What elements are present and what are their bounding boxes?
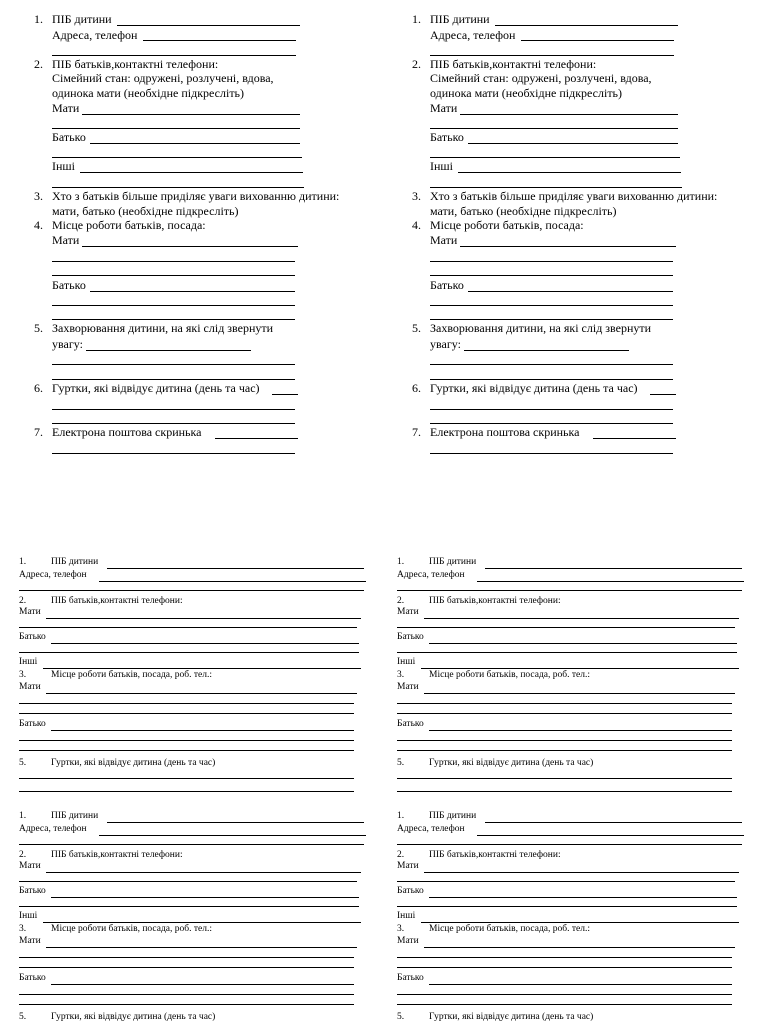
fill-in-line[interactable]	[82, 114, 300, 115]
fill-in-line[interactable]	[52, 157, 302, 158]
fill-in-line[interactable]	[429, 897, 737, 898]
fill-in-line[interactable]	[51, 730, 354, 731]
fill-in-line[interactable]	[397, 906, 737, 907]
fill-in-line[interactable]	[593, 438, 676, 439]
clubs-label: Гуртки, які відвідує дитина (день та час)	[52, 381, 260, 395]
question-number: 1.	[397, 557, 405, 567]
father-label: Батько	[397, 886, 424, 896]
fill-in-line[interactable]	[397, 652, 737, 653]
address-phone-label: Адреса, телефон	[397, 824, 465, 834]
fill-in-line[interactable]	[46, 618, 361, 619]
father-label: Батько	[52, 130, 86, 144]
question-number: 3.	[19, 670, 27, 680]
mother-label: Мати	[52, 101, 80, 115]
fill-in-line[interactable]	[429, 984, 732, 985]
fill-in-line[interactable]	[458, 172, 681, 173]
parents-contacts-label: ПІБ батьків,контактні телефони:	[52, 57, 219, 71]
fill-in-line[interactable]	[430, 55, 674, 56]
mother-label: Мати	[19, 861, 41, 871]
others-label: Інші	[52, 159, 75, 173]
fill-in-line[interactable]	[43, 668, 361, 669]
fill-in-line[interactable]	[424, 872, 739, 873]
mother-label: Мати	[397, 682, 419, 692]
fill-in-line[interactable]	[468, 143, 678, 144]
marital-status-label: Сімейний стан: одружені, розлучені, вдова,	[430, 71, 652, 85]
question-number: 1.	[412, 12, 421, 26]
child-illness-label: Захворювання дитини, на які слід звернути	[430, 321, 652, 335]
father-label: Батько	[397, 973, 424, 983]
fill-in-line[interactable]	[430, 409, 673, 410]
marital-status-label: одинока мати (необхідне підкресліть)	[52, 86, 245, 100]
parents-workplace-label: Місце роботи батьків, посада:	[430, 218, 584, 232]
fill-in-line[interactable]	[397, 957, 732, 958]
child-name-label: ПІБ дитини	[51, 811, 99, 821]
fill-in-line[interactable]	[424, 693, 735, 694]
others-label: Інші	[19, 657, 38, 667]
fill-in-line[interactable]	[397, 1004, 732, 1005]
question-number: 1.	[19, 811, 27, 821]
child-illness-label: увагу:	[430, 337, 461, 351]
fill-in-line[interactable]	[52, 187, 304, 188]
fill-in-line[interactable]	[107, 568, 364, 569]
parents-contacts-label: ПІБ батьків,контактні телефони:	[429, 850, 561, 860]
fill-in-line[interactable]	[80, 172, 303, 173]
fill-in-line[interactable]	[397, 740, 732, 741]
fill-in-line[interactable]	[82, 246, 298, 247]
fill-in-line[interactable]	[52, 128, 300, 129]
fill-in-line[interactable]	[397, 750, 732, 751]
question-number: 2.	[412, 57, 421, 71]
fill-in-line[interactable]	[46, 947, 357, 948]
clubs-label: Гуртки, які відвідує дитина (день та час)	[430, 381, 638, 395]
clubs-label: Гуртки, які відвідує дитина (день та час)	[51, 758, 216, 768]
fill-in-line[interactable]	[397, 881, 735, 882]
parents-contacts-label: ПІБ батьків,контактні телефони:	[51, 850, 183, 860]
fill-in-line[interactable]	[51, 984, 354, 985]
clubs-label: Гуртки, які відвідує дитина (день та час)	[51, 1012, 216, 1022]
parents-workplace-label: Місце роботи батьків, посада, роб. тел.:	[51, 924, 212, 934]
fill-in-line[interactable]	[429, 730, 732, 731]
fill-in-line[interactable]	[430, 319, 673, 320]
parents-workplace-label: Місце роботи батьків, посада, роб. тел.:	[51, 670, 212, 680]
question-number: 2.	[19, 596, 27, 606]
fill-in-line[interactable]	[429, 643, 737, 644]
fill-in-line[interactable]	[477, 835, 744, 836]
fill-in-line[interactable]	[397, 713, 732, 714]
fill-in-line[interactable]	[19, 703, 354, 704]
fill-in-line[interactable]	[430, 423, 673, 424]
fill-in-line[interactable]	[421, 922, 739, 923]
question-number: 6.	[34, 381, 43, 395]
question-number: 5.	[397, 1012, 405, 1022]
others-label: Інші	[430, 159, 453, 173]
father-label: Батько	[397, 719, 424, 729]
fill-in-line[interactable]	[86, 350, 251, 351]
parents-contacts-label: ПІБ батьків,контактні телефони:	[51, 596, 183, 606]
parents-workplace-label: Місце роботи батьків, посада:	[52, 218, 206, 232]
question-number: 3.	[397, 924, 405, 934]
address-phone-label: Адреса, телефон	[397, 570, 465, 580]
question-number: 5.	[19, 758, 27, 768]
parent-attention-options: мати, батько (необхідне підкресліть)	[430, 204, 617, 218]
fill-in-line[interactable]	[272, 394, 298, 395]
fill-in-line[interactable]	[143, 40, 296, 41]
father-label: Батько	[430, 130, 464, 144]
fill-in-line[interactable]	[52, 319, 295, 320]
question-number: 1.	[19, 557, 27, 567]
fill-in-line[interactable]	[19, 881, 357, 882]
others-label: Інші	[397, 911, 416, 921]
parent-attention-label: Хто з батьків більше приділяє уваги вихованню дитини:	[430, 189, 718, 203]
fill-in-line[interactable]	[52, 379, 295, 380]
question-number: 2.	[19, 850, 27, 860]
fill-in-line[interactable]	[19, 994, 354, 995]
fill-in-line[interactable]	[107, 822, 364, 823]
fill-in-line[interactable]	[19, 713, 354, 714]
child-illness-label: увагу:	[52, 337, 83, 351]
marital-status-label: Сімейний стан: одружені, розлучені, вдова,	[52, 71, 274, 85]
fill-in-line[interactable]	[430, 187, 682, 188]
question-number: 5.	[34, 321, 43, 335]
fill-in-line[interactable]	[52, 409, 295, 410]
question-number: 5.	[19, 1012, 27, 1022]
fill-in-line[interactable]	[51, 897, 359, 898]
question-number: 5.	[397, 758, 405, 768]
fill-in-line[interactable]	[46, 693, 357, 694]
fill-in-line[interactable]	[52, 261, 295, 262]
fill-in-line[interactable]	[495, 25, 678, 26]
fill-in-line[interactable]	[464, 350, 629, 351]
email-label: Електрона поштова скринька	[430, 425, 580, 439]
child-name-label: ПІБ дитини	[51, 557, 99, 567]
fill-in-line[interactable]	[215, 438, 298, 439]
father-label: Батько	[397, 632, 424, 642]
fill-in-line[interactable]	[397, 967, 732, 968]
fill-in-line[interactable]	[52, 275, 295, 276]
question-number: 2.	[397, 596, 405, 606]
parents-contacts-label: ПІБ батьків,контактні телефони:	[429, 596, 561, 606]
others-label: Інші	[19, 911, 38, 921]
marital-status-label: одинока мати (необхідне підкресліть)	[430, 86, 623, 100]
parents-contacts-label: ПІБ батьків,контактні телефони:	[430, 57, 597, 71]
fill-in-line[interactable]	[52, 305, 295, 306]
fill-in-line[interactable]	[430, 453, 673, 454]
mother-label: Мати	[19, 682, 41, 692]
fill-in-line[interactable]	[485, 822, 742, 823]
fill-in-line[interactable]	[397, 994, 732, 995]
fill-in-line[interactable]	[430, 364, 673, 365]
question-number: 1.	[397, 811, 405, 821]
parent-attention-options: мати, батько (необхідне підкресліть)	[52, 204, 239, 218]
mother-label: Мати	[397, 936, 419, 946]
question-number: 3.	[34, 189, 43, 203]
question-number: 5.	[412, 321, 421, 335]
fill-in-line[interactable]	[421, 668, 739, 669]
question-number: 2.	[397, 850, 405, 860]
fill-in-line[interactable]	[397, 791, 732, 792]
fill-in-line[interactable]	[477, 581, 744, 582]
fill-in-line[interactable]	[430, 305, 673, 306]
parent-attention-label: Хто з батьків більше приділяє уваги вихованню дитини:	[52, 189, 340, 203]
question-number: 1.	[34, 12, 43, 26]
fill-in-line[interactable]	[52, 423, 295, 424]
fill-in-line[interactable]	[19, 844, 364, 845]
fill-in-line[interactable]	[430, 157, 680, 158]
address-phone-label: Адреса, телефон	[430, 28, 516, 42]
child-name-label: ПІБ дитини	[429, 811, 477, 821]
fill-in-line[interactable]	[99, 581, 366, 582]
parents-workplace-label: Місце роботи батьків, посада, роб. тел.:	[429, 924, 590, 934]
fill-in-line[interactable]	[99, 835, 366, 836]
child-illness-label: Захворювання дитини, на які слід звернути	[52, 321, 274, 335]
fill-in-line[interactable]	[424, 947, 735, 948]
fill-in-line[interactable]	[397, 844, 742, 845]
question-number: 6.	[412, 381, 421, 395]
fill-in-line[interactable]	[485, 568, 742, 569]
question-number: 4.	[34, 218, 43, 232]
mother-label: Мати	[430, 233, 458, 247]
address-phone-label: Адреса, телефон	[19, 824, 87, 834]
fill-in-line[interactable]	[43, 922, 361, 923]
fill-in-line[interactable]	[52, 453, 295, 454]
fill-in-line[interactable]	[397, 590, 742, 591]
clubs-label: Гуртки, які відвідує дитина (день та час)	[429, 1012, 594, 1022]
fill-in-line[interactable]	[52, 364, 295, 365]
fill-in-line[interactable]	[397, 703, 732, 704]
fill-in-line[interactable]	[19, 740, 354, 741]
child-name-label: ПІБ дитини	[430, 12, 490, 26]
question-number: 4.	[412, 218, 421, 232]
fill-in-line[interactable]	[430, 379, 673, 380]
question-number: 3.	[19, 924, 27, 934]
fill-in-line[interactable]	[430, 275, 673, 276]
address-phone-label: Адреса, телефон	[52, 28, 138, 42]
fill-in-line[interactable]	[468, 291, 673, 292]
fill-in-line[interactable]	[460, 114, 678, 115]
father-label: Батько	[19, 886, 46, 896]
fill-in-line[interactable]	[19, 627, 357, 628]
mother-label: Мати	[397, 607, 419, 617]
mother-label: Мати	[52, 233, 80, 247]
clubs-label: Гуртки, які відвідує дитина (день та час)	[429, 758, 594, 768]
father-label: Батько	[430, 278, 464, 292]
fill-in-line[interactable]	[90, 143, 300, 144]
fill-in-line[interactable]	[51, 643, 359, 644]
email-label: Електрона поштова скринька	[52, 425, 202, 439]
fill-in-line[interactable]	[19, 1004, 354, 1005]
address-phone-label: Адреса, телефон	[19, 570, 87, 580]
fill-in-line[interactable]	[19, 906, 359, 907]
others-label: Інші	[397, 657, 416, 667]
fill-in-line[interactable]	[430, 261, 673, 262]
father-label: Батько	[52, 278, 86, 292]
child-name-label: ПІБ дитини	[429, 557, 477, 567]
fill-in-line[interactable]	[117, 25, 300, 26]
fill-in-line[interactable]	[19, 590, 364, 591]
fill-in-line[interactable]	[397, 778, 732, 779]
fill-in-line[interactable]	[19, 791, 354, 792]
fill-in-line[interactable]	[19, 750, 354, 751]
fill-in-line[interactable]	[19, 778, 354, 779]
fill-in-line[interactable]	[521, 40, 674, 41]
fill-in-line[interactable]	[397, 627, 735, 628]
question-number: 3.	[397, 670, 405, 680]
fill-in-line[interactable]	[460, 246, 676, 247]
fill-in-line[interactable]	[650, 394, 676, 395]
fill-in-line[interactable]	[424, 618, 739, 619]
father-label: Батько	[19, 632, 46, 642]
father-label: Батько	[19, 719, 46, 729]
mother-label: Мати	[19, 936, 41, 946]
fill-in-line[interactable]	[90, 291, 295, 292]
fill-in-line[interactable]	[46, 872, 361, 873]
question-number: 7.	[34, 425, 43, 439]
mother-label: Мати	[19, 607, 41, 617]
question-number: 7.	[412, 425, 421, 439]
parents-workplace-label: Місце роботи батьків, посада, роб. тел.:	[429, 670, 590, 680]
mother-label: Мати	[430, 101, 458, 115]
child-name-label: ПІБ дитини	[52, 12, 112, 26]
fill-in-line[interactable]	[52, 55, 296, 56]
fill-in-line[interactable]	[19, 957, 354, 958]
question-number: 3.	[412, 189, 421, 203]
question-number: 2.	[34, 57, 43, 71]
fill-in-line[interactable]	[19, 652, 359, 653]
mother-label: Мати	[397, 861, 419, 871]
father-label: Батько	[19, 973, 46, 983]
fill-in-line[interactable]	[430, 128, 678, 129]
fill-in-line[interactable]	[19, 967, 354, 968]
